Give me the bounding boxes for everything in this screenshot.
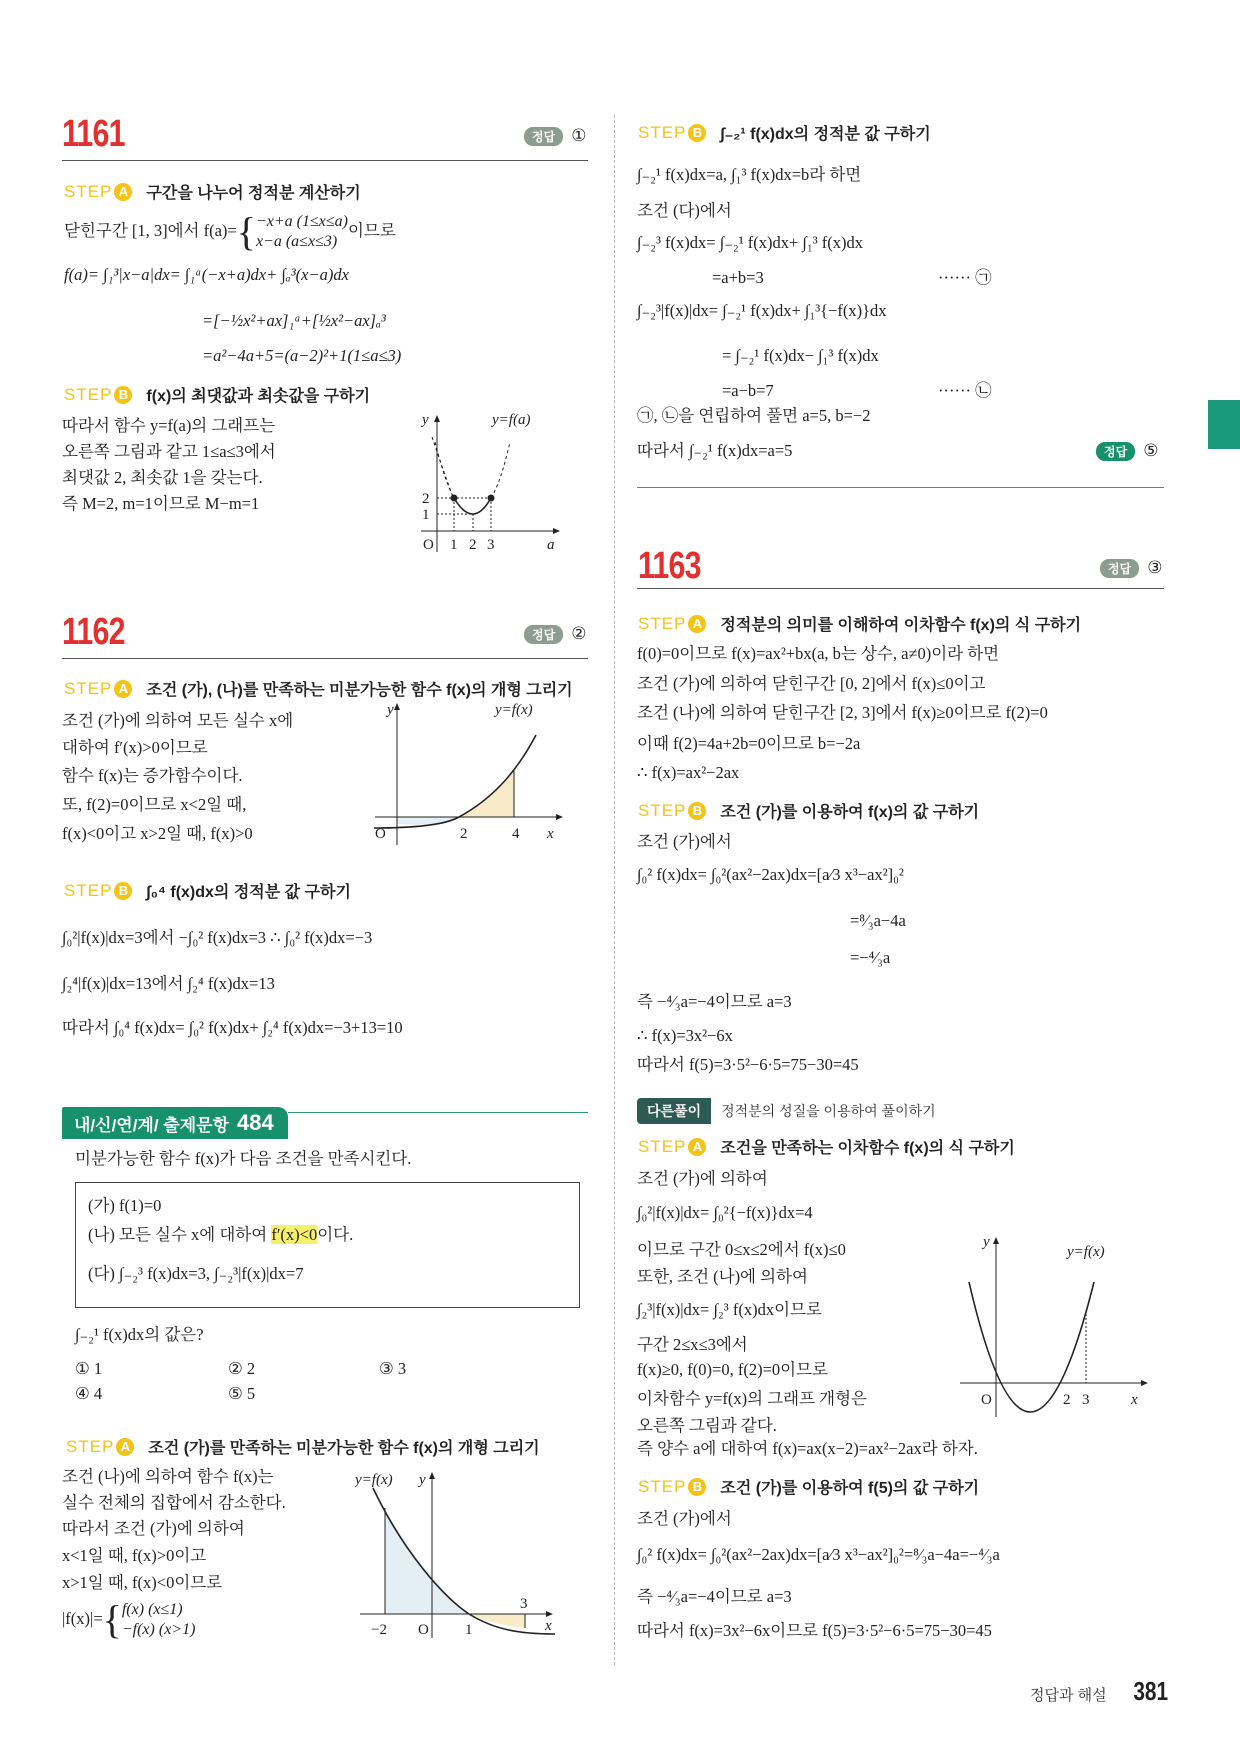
solution-line: ㉠, ㉡을 연립하여 풀면 a=5, b=−2	[637, 406, 871, 425]
step-letter: B	[688, 1478, 706, 1496]
solution-line: x>1일 때, f(x)<0이므로	[62, 1573, 223, 1592]
origin-label: O	[418, 1622, 429, 1638]
axis-label-y: y	[983, 1234, 990, 1250]
solution-line: f(a)= ∫₁³|x−a|dx= ∫₁ᵃ(−x+a)dx+ ∫ₐ³(x−a)dx	[64, 265, 349, 284]
point-max-left	[451, 495, 458, 502]
linked-problem-banner	[62, 1107, 288, 1139]
answer-value: ③	[1147, 558, 1163, 577]
solution-line: 조건 (나)에 의하여 닫힌구간 [2, 3]에서 f(x)≥0이므로 f(2)=0	[637, 703, 1048, 722]
step-letter: B	[688, 802, 706, 820]
solution-line: 따라서 f(5)=3·5²−6·5=75−30=45	[637, 1055, 859, 1074]
tick-label: 1	[422, 507, 430, 523]
curve-label: y=f(x)	[1067, 1244, 1105, 1260]
step-a-heading	[638, 612, 1081, 635]
solution-line	[64, 209, 396, 254]
solution-line: x<1일 때, f(x)>0이고	[62, 1546, 207, 1565]
solution-line: 즉 양수 a에 대하여 f(x)=ax(x−2)=ax²−2ax라 하자.	[637, 1439, 978, 1458]
step-a-heading	[66, 1435, 540, 1458]
tick-label: −2	[371, 1622, 387, 1638]
point-max-right	[488, 495, 495, 502]
solution-line: 따라서 ∫₋₂¹ f(x)dx=a=5	[637, 441, 793, 460]
solution-line: 따라서 ∫₀⁴ f(x)dx= ∫₀² f(x)dx+ ∫₂⁴ f(x)dx=−3+13=10	[62, 1018, 403, 1037]
solution-line: ∫₀² f(x)dx= ∫₀²(ax²−2ax)dx=[a⁄3 x³−ax²]₀²=⁸⁄₃a−4a=−⁴⁄₃a	[637, 1545, 1000, 1564]
curve-dashed-left	[432, 437, 454, 498]
alt-title: 정적분의 성질을 이용하여 풀이하기	[721, 1103, 936, 1119]
text: |f(x)|=	[62, 1608, 103, 1628]
answer-1163	[1100, 558, 1162, 578]
text: 닫힌구간 [1, 3]에서 f(a)=	[64, 220, 237, 240]
step-title: ∫₋₂¹ f(x)dx의 정적분 값 구하기	[720, 126, 931, 143]
answer-1161	[524, 126, 586, 146]
problem-number-1163: 1163	[638, 545, 701, 587]
step-label: STEP	[638, 800, 687, 820]
graph-1162	[365, 700, 570, 848]
page-footer	[1030, 1676, 1172, 1707]
step-label: STEP	[64, 880, 113, 900]
solution-line: 또, f(2)=0이므로 x<2일 때,	[62, 795, 247, 814]
solution-line: 따라서 조건 (가)에 의하여	[62, 1519, 245, 1538]
text: 이다.	[317, 1225, 354, 1244]
ask-text: ∫₋₂¹ f(x)dx의 값은?	[75, 1325, 204, 1344]
problem-number-1162: 1162	[62, 611, 125, 653]
axis-label-y: y	[422, 412, 429, 428]
solution-line: f(x)≥0, f(0)=0, f(2)=0이므로	[637, 1360, 828, 1379]
text: 이므로	[347, 220, 396, 240]
solution-line: 이차함수 y=f(x)의 그래프 개형은	[637, 1389, 867, 1408]
solution-line: 구간 2≤x≤3에서	[637, 1335, 748, 1354]
tick-label: 1	[450, 537, 458, 553]
solution-line: 함수 f(x)는 증가함수이다.	[62, 766, 243, 785]
page-edge-tab	[1208, 400, 1240, 449]
answer-badge: 정답	[1096, 442, 1135, 461]
text: (나) 모든 실수 x에 대하여	[88, 1225, 272, 1244]
tick-label: 4	[512, 826, 520, 842]
step-label: STEP	[64, 384, 113, 404]
graph-1163	[955, 1232, 1160, 1422]
solution-line: ∫₋₂³|f(x)|dx= ∫₋₂¹ f(x)dx+ ∫₁³{−f(x)}dx	[637, 301, 887, 320]
positive-area	[385, 1510, 469, 1614]
step-title: 정적분의 의미를 이해하여 이차함수 f(x)의 식 구하기	[720, 617, 1082, 634]
origin-label: O	[981, 1392, 992, 1408]
answer-value: ⑤	[1143, 441, 1159, 460]
choice-3: ③ 3	[379, 1359, 407, 1378]
step-title: 조건 (가)를 이용하여 f(x)의 값 구하기	[720, 804, 980, 821]
page-number: 381	[1132, 1676, 1168, 1706]
solution-line: 즉 −⁴⁄₃a=−4이므로 a=3	[637, 992, 792, 1011]
step-b-heading	[638, 121, 931, 144]
step-label: STEP	[64, 181, 113, 201]
step-letter: A	[116, 1438, 134, 1456]
question-text: 미분가능한 함수 f(x)가 다음 조건을 만족시킨다.	[75, 1149, 412, 1168]
curve-label: y=f(x)	[495, 702, 533, 718]
solution-line: 조건 (가)에 의하여	[637, 1169, 768, 1188]
curve-solid	[454, 498, 491, 514]
answer-badge: 정답	[524, 127, 563, 146]
solution-line: ∫₋₂¹ f(x)dx=a, ∫₁³ f(x)dx=b라 하면	[637, 165, 862, 184]
step-label: STEP	[638, 613, 687, 633]
divider-rule	[637, 588, 1164, 589]
positive-area	[459, 770, 514, 817]
solution-line: =a−b=7	[722, 381, 774, 400]
solution-line: ∫₋₂³ f(x)dx= ∫₋₂¹ f(x)dx+ ∫₁³ f(x)dx	[637, 233, 864, 252]
step-b-heading	[64, 879, 351, 902]
tick-label: 3	[1082, 1392, 1090, 1408]
axis-label-x: x	[1131, 1392, 1138, 1408]
solution-line: =−⁴⁄₃a	[850, 948, 891, 967]
solution-line: = ∫₋₂¹ f(x)dx− ∫₁³ f(x)dx	[722, 346, 879, 365]
step-letter: A	[114, 183, 132, 201]
answer-linked	[1096, 441, 1158, 461]
step-label: STEP	[638, 1476, 687, 1496]
negative-area	[469, 1614, 525, 1628]
solution-line: ∴ f(x)=3x²−6x	[637, 1026, 733, 1045]
solution-line: 실수 전체의 집합에서 감소한다.	[62, 1493, 286, 1512]
curve-label: y=f(a)	[492, 412, 531, 428]
solution-line: 최댓값 2, 최솟값 1을 갖는다.	[62, 468, 263, 487]
solution-line: 오른쪽 그림과 같다.	[637, 1416, 777, 1435]
solution-line: ∫₀²|f(x)|dx= ∫₀²{−f(x)}dx=4	[637, 1203, 813, 1222]
choice-1: ① 1	[75, 1359, 103, 1378]
tick-label: 2	[1063, 1392, 1071, 1408]
tick-label: 3	[487, 537, 495, 553]
answer-badge: 정답	[1100, 559, 1139, 578]
solution-line: =a+b=3	[712, 268, 764, 287]
choice-4: ④ 4	[75, 1384, 103, 1403]
banner-rule	[288, 1112, 588, 1113]
solution-line: 조건 (가)에서	[637, 832, 732, 851]
solution-line: ∫₂³|f(x)|dx= ∫₂³ f(x)dx이므로	[637, 1300, 822, 1319]
solution-line: 이때 f(2)=4a+2b=0이므로 b=−2a	[637, 734, 861, 753]
solution-line: 조건 (가)에 의하여 닫힌구간 [0, 2]에서 f(x)≤0이고	[637, 674, 986, 693]
axis-label-y: y	[387, 702, 394, 718]
step-title: f(x)의 최댓값과 최솟값을 구하기	[146, 388, 371, 405]
answer-value: ①	[571, 126, 587, 145]
step-letter: A	[114, 680, 132, 698]
step-title: 조건 (가), (나)를 만족하는 미분가능한 함수 f(x)의 개형 그리기	[146, 682, 573, 699]
highlight: f′(x)<0	[271, 1225, 318, 1244]
solution-line: 또한, 조건 (나)에 의하여	[637, 1267, 808, 1286]
step-letter: A	[688, 1138, 706, 1156]
step-letter: A	[688, 615, 706, 633]
axis-label-y: y	[419, 1472, 426, 1488]
solution-line: 조건 (다)에서	[637, 201, 732, 220]
divider-rule	[62, 160, 588, 161]
case: x−a (a≤x≤3)	[255, 233, 338, 250]
answer-badge: 정답	[524, 625, 563, 644]
solution-line: =⁸⁄₃a−4a	[850, 911, 906, 930]
section-end-rule	[637, 487, 1164, 488]
choice-5: ⑤ 5	[228, 1384, 256, 1403]
step-label: STEP	[66, 1436, 115, 1456]
step-a-heading	[64, 180, 361, 203]
curve-label: y=f(x)	[355, 1472, 393, 1488]
solution-line: 따라서 함수 y=f(a)의 그래프는	[62, 416, 276, 435]
origin-label: O	[375, 826, 386, 842]
solution-line: ∴ f(x)=ax²−2ax	[637, 763, 740, 782]
step-title: 구간을 나누어 정적분 계산하기	[146, 185, 361, 202]
problem-number-1161: 1161	[62, 113, 125, 155]
tick-label: 3	[520, 1596, 528, 1612]
divider-rule	[62, 658, 588, 659]
step-label: STEP	[638, 122, 687, 142]
footer-section: 정답과 해설	[1030, 1687, 1107, 1704]
solution-line: 오른쪽 그림과 같고 1≤a≤3에서	[62, 442, 276, 461]
step-title: ∫₀⁴ f(x)dx의 정적분 값 구하기	[146, 884, 351, 901]
solution-line: ∫₂⁴|f(x)|dx=13에서 ∫₂⁴ f(x)dx=13	[62, 974, 275, 993]
curve-dashed-right	[491, 442, 510, 498]
solution-line: =[−½x²+ax]₁ᵃ+[½x²−ax]ₐ³	[202, 311, 386, 330]
piecewise: { f(x) (x≤1) −f(x) (x>1)	[102, 1597, 196, 1642]
step-letter: B	[114, 386, 132, 404]
axis-label-x: x	[547, 826, 554, 842]
solution-line: 즉 −⁴⁄₃a=−4이므로 a=3	[637, 1587, 792, 1606]
axis-label-x: a	[547, 537, 555, 553]
step-title: 조건 (가)를 만족하는 미분가능한 함수 f(x)의 개형 그리기	[148, 1440, 540, 1457]
banner-number: 484	[237, 1110, 274, 1135]
solution-line: 즉 M=2, m=1이므로 M−m=1	[62, 494, 260, 513]
equation-mark: ······ ㉠	[938, 268, 992, 287]
step-title: 조건 (가)를 이용하여 f(5)의 값 구하기	[720, 1480, 980, 1497]
graph-1161	[417, 412, 567, 557]
solution-line: 조건 (나)에 의하여 함수 f(x)는	[62, 1467, 274, 1486]
solution-line: ∫₀²|f(x)|dx=3에서 −∫₀² f(x)dx=3 ∴ ∫₀² f(x)dx=−3	[62, 928, 373, 947]
tick-label: 2	[469, 537, 477, 553]
piecewise: { −x+a (1≤x≤a) x−a (a≤x≤3)	[236, 209, 348, 254]
condition-ga: (가) f(1)=0	[88, 1196, 162, 1215]
step-title: 조건을 만족하는 이차함수 f(x)의 식 구하기	[720, 1140, 1015, 1157]
solution-line	[62, 1597, 196, 1642]
step-b-heading	[64, 383, 370, 406]
step-label: STEP	[64, 678, 113, 698]
banner-label: 내/신/연/계/ 출제문항	[74, 1115, 229, 1135]
solution-line: 대하여 f′(x)>0이므로	[62, 738, 208, 757]
solution-line: ∫₀² f(x)dx= ∫₀²(ax²−2ax)dx=[a⁄3 x³−ax²]₀²	[637, 865, 904, 884]
solution-line: 조건 (가)에 의하여 모든 실수 x에	[62, 711, 294, 730]
tick-label: 1	[465, 1622, 473, 1638]
condition-da: (다) ∫₋₂³ f(x)dx=3, ∫₋₂³|f(x)|dx=7	[88, 1264, 304, 1283]
solution-line: =a²−4a+5=(a−2)²+1(1≤a≤3)	[202, 346, 402, 365]
tick-label: 2	[422, 491, 430, 507]
column-divider	[614, 115, 615, 1665]
origin-label: O	[423, 537, 434, 553]
step-label: STEP	[638, 1136, 687, 1156]
answer-1162	[524, 624, 586, 644]
alt-badge: 다른풀이	[637, 1098, 711, 1124]
step-a-heading	[64, 677, 573, 700]
solution-line: f(0)=0이므로 f(x)=ax²+bx(a, b는 상수, a≠0)이라 하면	[637, 644, 1000, 663]
equation-mark: ······ ㉡	[938, 381, 992, 400]
choice-2: ② 2	[228, 1359, 256, 1378]
solution-line: f(x)<0이고 x>2일 때, f(x)>0	[62, 824, 253, 843]
solution-line: 조건 (가)에서	[637, 1509, 732, 1528]
step-letter: B	[114, 882, 132, 900]
case: f(x) (x≤1)	[121, 1601, 183, 1618]
condition-na	[88, 1224, 353, 1246]
axis-label-x: x	[545, 1618, 552, 1634]
alt-step-b-heading	[638, 1475, 979, 1498]
alternative-solution-header	[637, 1098, 936, 1124]
alt-step-a-heading	[638, 1135, 1015, 1158]
solution-line: 따라서 f(x)=3x²−6x이므로 f(5)=3·5²−6·5=75−30=45	[637, 1621, 992, 1640]
step-b-heading	[638, 799, 979, 822]
tick-label: 2	[460, 826, 468, 842]
solution-line: 이므로 구간 0≤x≤2에서 f(x)≤0	[637, 1240, 846, 1259]
case: −f(x) (x>1)	[121, 1621, 196, 1638]
case: −x+a (1≤x≤a)	[255, 213, 348, 230]
answer-value: ②	[571, 624, 587, 643]
graph-linked	[355, 1460, 560, 1645]
step-letter: B	[688, 124, 706, 142]
